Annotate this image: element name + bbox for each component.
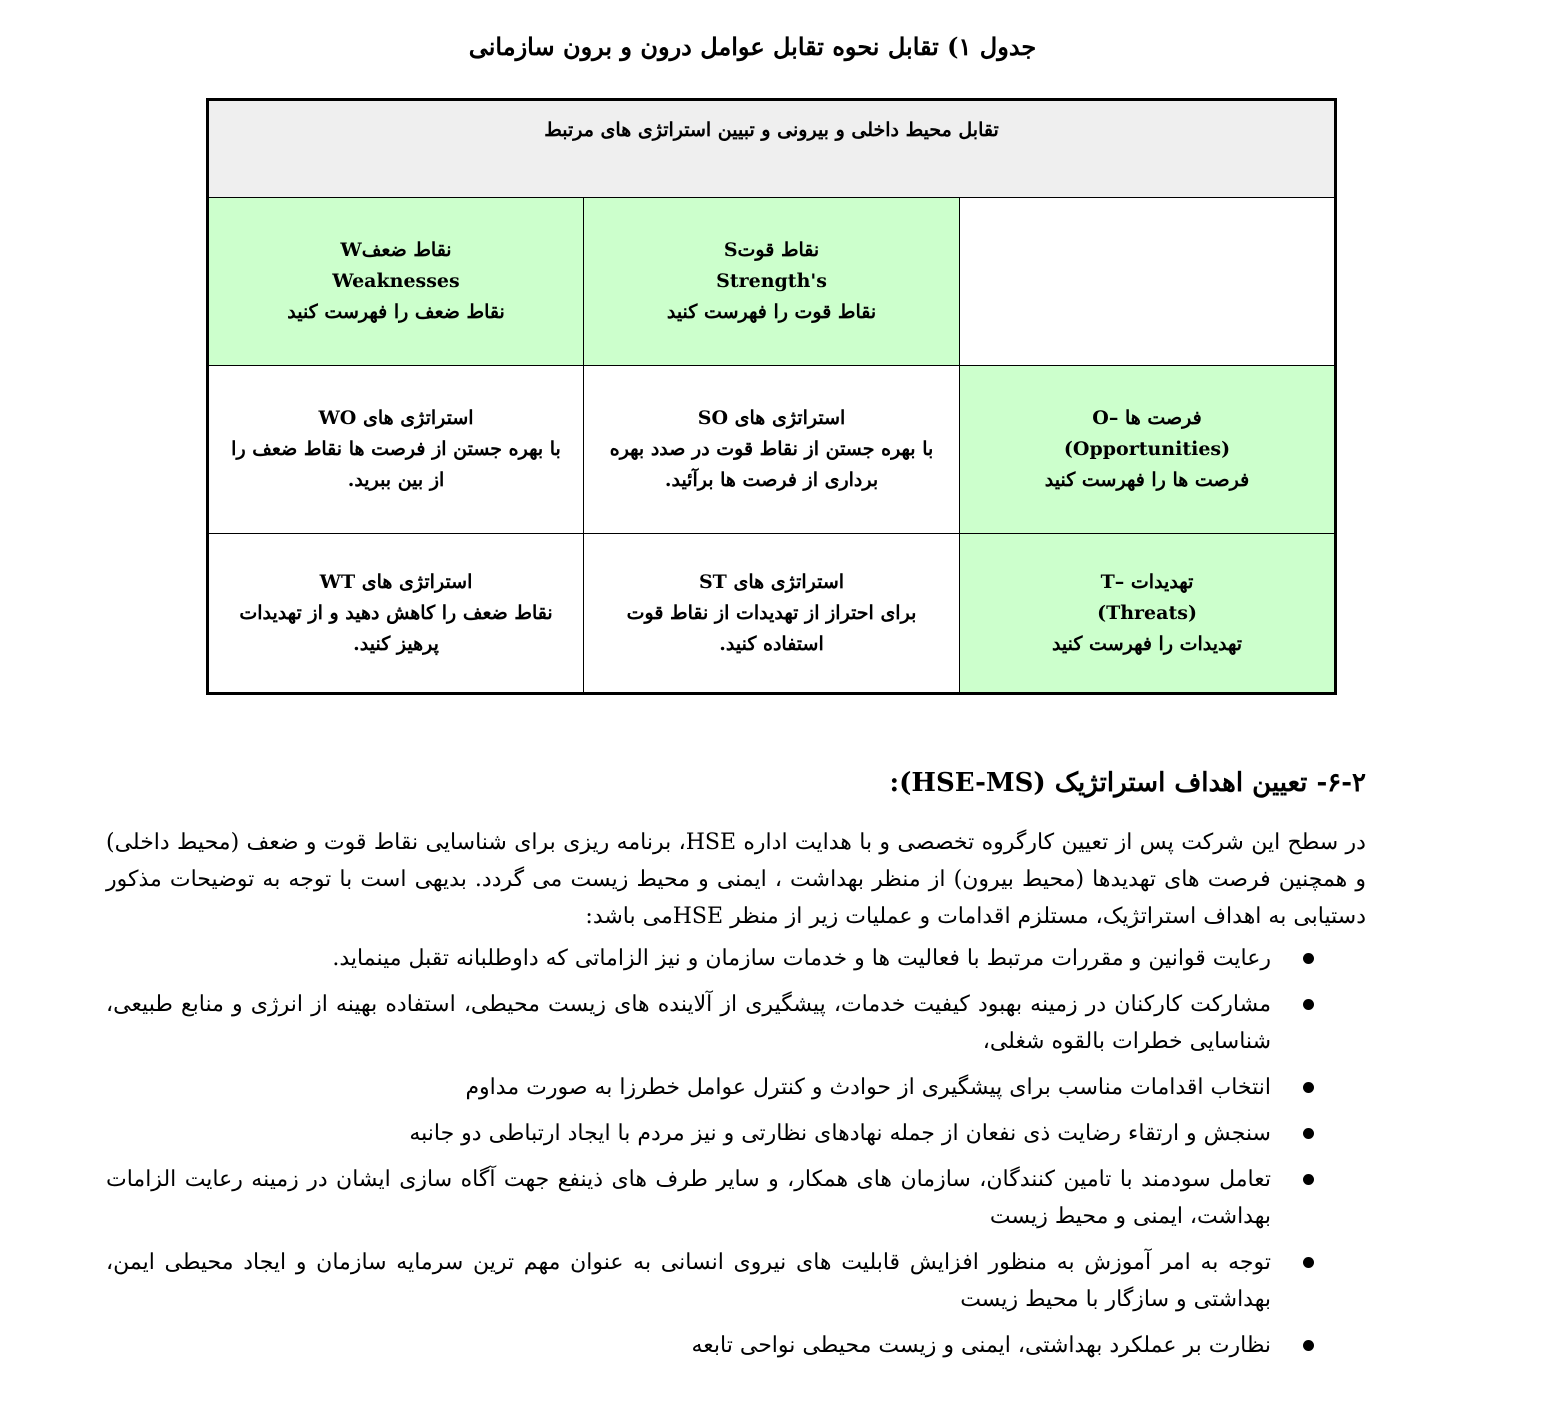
bullet-icon xyxy=(1303,999,1314,1010)
list-item xyxy=(106,1327,1366,1364)
so-strategy-cell xyxy=(584,366,960,534)
bullet-icon xyxy=(1303,953,1314,964)
list-item-text: مشارکت کارکنان در زمینه بهبود کیفیت خدمات، پیشگیری از آلاینده های زیست محیطی، استفاده بهینه از انرژی و منابع طبیعی، شناسایی خطرات بالقوه شغلی، xyxy=(106,992,1271,1054)
so-strategy-title: استراتژی های SO xyxy=(697,407,846,429)
list-item xyxy=(106,986,1366,1060)
objectives-list xyxy=(106,940,1366,1373)
wt-strategy-cell xyxy=(208,534,584,694)
strengths-cell xyxy=(584,198,960,366)
wt-strategy-title: استراتژی های WT xyxy=(319,570,473,593)
bullet-icon xyxy=(1303,1082,1314,1093)
table-row xyxy=(208,366,1336,534)
wo-strategy-cell xyxy=(208,366,584,534)
threats-instruction: تهدیدات را فهرست کنید xyxy=(1051,632,1243,655)
list-item xyxy=(106,1244,1366,1318)
table-row xyxy=(208,198,1336,366)
list-item-text: توجه به امر آموزش به منظور افزایش قابلیت های نیروی انسانی به عنوان مهم ترین سرمایه سازمان و ایجاد محیطی ایمن، بهداشتی و سازگار با محیط زیست xyxy=(106,1250,1271,1312)
table-header-row xyxy=(208,100,1336,198)
wo-strategy-text: با بهره جستن از فرصت ها نقاط ضعف را از بین ببرید. xyxy=(231,438,561,491)
opportunities-instruction: فرصت ها را فهرست کنید xyxy=(1044,469,1250,491)
table-row xyxy=(208,534,1336,694)
empty-corner-cell xyxy=(960,198,1336,366)
list-item-text: رعایت قوانین و مقررات مرتبط با فعالیت ها و خدمات سازمان و نیز الزاماتی که داوطلبانه تقبل مینماید. xyxy=(332,946,1271,971)
opportunities-cell xyxy=(960,366,1336,534)
table-caption: جدول ۱) تقابل نحوه تقابل عوامل درون و برون سازمانی xyxy=(468,32,1037,61)
table-header-cell: تقابل محیط داخلی و بیرونی و تبیین استراتژی های مرتبط xyxy=(208,100,1336,198)
weaknesses-english: Weaknesses xyxy=(332,270,460,292)
bullet-icon xyxy=(1303,1340,1314,1351)
weaknesses-title: نقاط ضعفW xyxy=(340,239,452,261)
section-heading: ۶-۲- تعیین اهداف استراتژیک (HSE-MS): xyxy=(889,768,1366,798)
bullet-icon xyxy=(1303,1257,1314,1268)
list-item xyxy=(106,1115,1366,1152)
strengths-title: نقاط قوتS xyxy=(723,239,820,261)
opportunities-title: فرصت ها –O xyxy=(1092,407,1202,429)
st-strategy-title: استراتژی های ST xyxy=(698,570,845,593)
list-item-text: نظارت بر عملکرد بهداشتی، ایمنی و زیست محیطی نواحی تابعه xyxy=(691,1333,1271,1358)
list-item-text: انتخاب اقدامات مناسب برای پیشگیری از حوادث و کنترل عوامل خطرزا به صورت مداوم xyxy=(465,1075,1271,1100)
threats-title: تهدیدات –T xyxy=(1100,570,1194,593)
threats-english: (Threats) xyxy=(1097,601,1197,624)
st-strategy-text: برای احتراز از تهدیدات از نقاط قوت استفاده کنید. xyxy=(626,601,917,655)
list-item xyxy=(106,1069,1366,1106)
opportunities-english: (Opportunities) xyxy=(1063,438,1231,460)
wt-strategy-text: نقاط ضعف را کاهش دهید و از تهدیدات پرهیز کنید. xyxy=(239,601,553,655)
list-item-text: تعامل سودمند با تامین کنندگان، سازمان های همکار، و سایر طرف های ذینفع جهت آگاه سازی ایشان در زمینه رعایت الزامات بهداشت، ایمنی و محیط زیست xyxy=(106,1167,1271,1229)
wo-strategy-title: استراتژی های WO xyxy=(318,407,474,429)
so-strategy-text: با بهره جستن از نقاط قوت در صدد بهره برداری از فرصت ها برآئید. xyxy=(609,438,934,491)
list-item xyxy=(106,1161,1366,1235)
weaknesses-instruction: نقاط ضعف را فهرست کنید xyxy=(287,301,505,323)
list-item-text: سنجش و ارتقاء رضایت ذی نفعان از جمله نهادهای نظارتی و نیز مردم با ایجاد ارتباطی دو جانبه xyxy=(409,1121,1271,1146)
strengths-instruction: نقاط قوت را فهرست کنید xyxy=(666,301,877,323)
list-item xyxy=(106,940,1366,977)
threats-cell xyxy=(960,534,1336,694)
bullet-icon xyxy=(1303,1174,1314,1185)
st-strategy-cell xyxy=(584,534,960,694)
weaknesses-cell xyxy=(208,198,584,366)
section-paragraph: در سطح این شرکت پس از تعیین کارگروه تخصصی و با هدایت اداره HSE، برنامه ریزی برای شناسایی نقاط قوت و ضعف (محیط داخلی) و همچنین فرصت های تهدیدها (محیط بیرون) از منظر بهداشت ، ایمنی و محیط زیست می گردد. بدیهی است با توجه به توضیحات مذکور دستیابی به اهداف استراتژیک، مستلزم اقدامات و عملیات زیر از منظر HSEمی باشد: xyxy=(106,830,1366,929)
strengths-english: Strength's xyxy=(716,270,827,292)
swot-matrix-table xyxy=(206,98,1337,695)
bullet-icon xyxy=(1303,1128,1314,1139)
